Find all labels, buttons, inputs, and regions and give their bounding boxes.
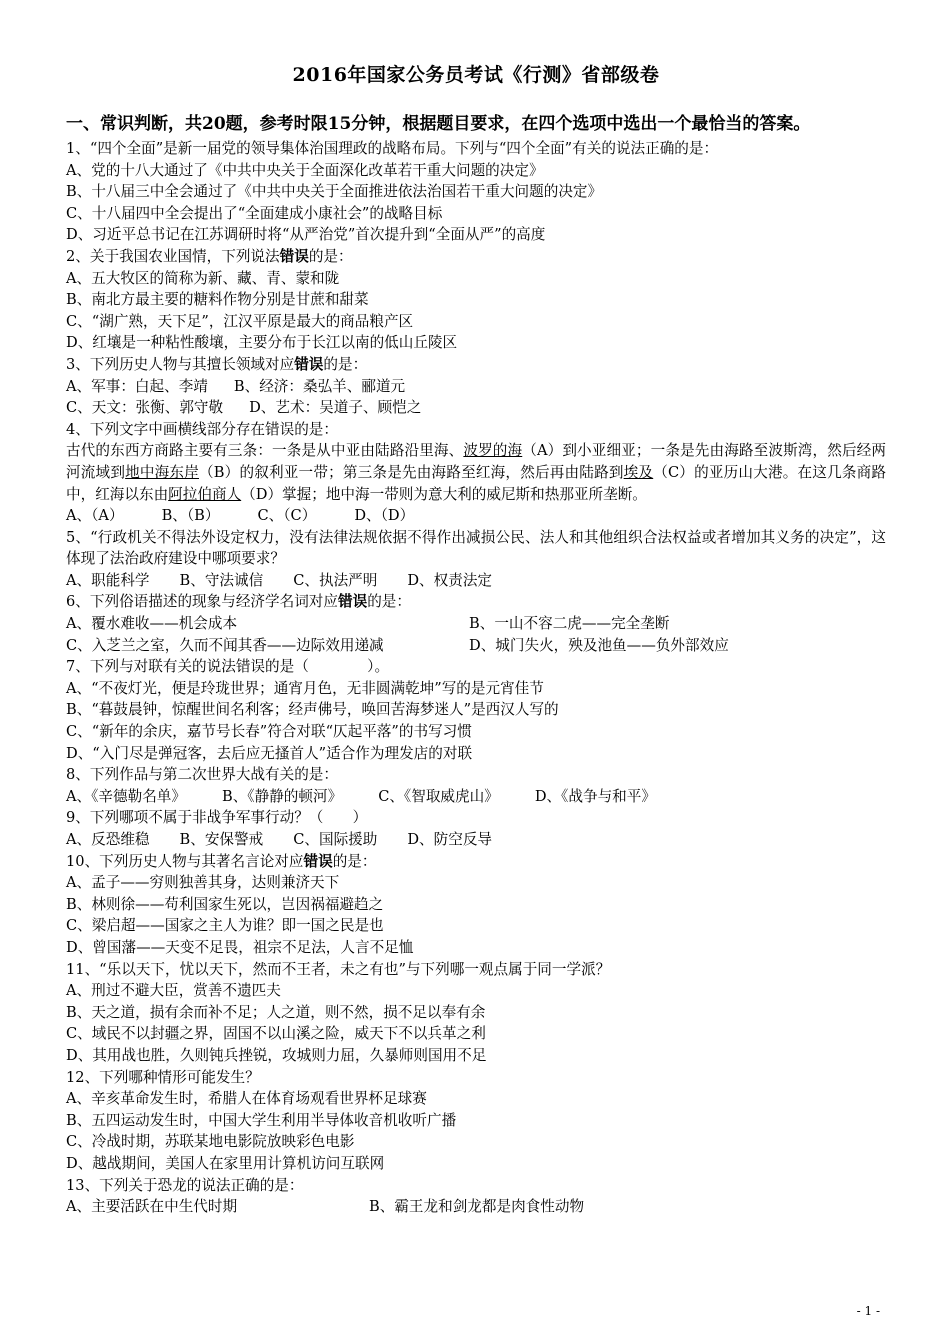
question-5-options [66,570,886,592]
question-1-option-a: A、党的十八大通过了《中共中央关于全面深化改革若干重大问题的决定》 [66,161,544,179]
question-10-stem [66,851,886,873]
document-title: 2016年国家公务员考试《行测》省部级卷 [292,64,660,86]
question-2-emphasis: 错误 [279,247,309,265]
question-6-emphasis: 错误 [337,593,368,611]
underlined-term-c: 埃及 [623,463,654,481]
question-3-emphasis: 错误 [294,355,324,373]
question-6-option-c: C、入芝兰之室，久而不闻其香——边际效用递减 [66,636,384,654]
question-13-option-a: A、主要活跃在中生代时期 [66,1198,238,1216]
question-7-option-c: C、“新年的余庆，嘉节号长春”符合对联“仄起平落”的书写习惯 [66,723,472,741]
question-8-stem: 8、下列作品与第二次世界大战有关的是： [66,766,338,784]
question-6-options-ab [66,613,886,635]
question-4-stem: 4、下列文字中画横线部分存在错误的是： [66,420,338,438]
question-2-option-a: A、五大牧区的简称为新、藏、青、蒙和陇 [66,269,340,287]
question-8-option-b: B、《静静的顿河》 [222,787,343,805]
question-11-option-c: C、域民不以封疆之界，固国不以山溪之险，威天下不以兵革之利 [66,1025,486,1043]
underlined-term-b: 地中海东岸 [125,463,199,481]
question-11-option-d: D、其用战也胜，久则钝兵挫锐，攻城则力屈，久暴师则国用不足 [66,1046,487,1064]
question-2-stem [66,246,886,268]
question-1-option-b: B、十八届三中全会通过了《中共中央关于全面推进依法治国若干重大问题的决定》 [66,183,603,201]
question-4-option-c: C、（C） [257,507,317,525]
passage-text: （C）的亚历山大港。在这几条商路中，红海以东由 [66,463,886,503]
question-10-option-b: B、林则徐——苟利国家生死以，岂因祸福避趋之 [66,895,384,913]
underlined-term-d: 阿拉伯商人 [168,485,242,503]
passage-text: （D）掌握；地中海一带则为意大利的威尼斯和热那亚所垄断。 [241,485,647,503]
underlined-term-a: 波罗的海 [463,442,523,460]
question-3-option-a: A、军事：白起、李靖 [66,377,208,395]
question-3-options-cd [66,397,886,419]
page-number: - 1 - [856,1304,880,1318]
question-4-option-d: D、（D） [354,507,415,525]
question-11-option-a: A、刑过不避大臣，赏善不遗匹夫 [66,982,281,1000]
section-heading: 一、常识判断，共20题，参考时限15分钟，根据题目要求，在四个选项中选出一个最恰当的答案。 [66,114,811,134]
question-2-option-c: C、“湖广熟，天下足”，江汉平原是最大的商品粮产区 [66,312,414,330]
question-13-stem: 13、下列关于恐龙的说法正确的是： [66,1176,304,1194]
question-7-stem: 7、下列与对联有关的说法错误的是（ ）。 [66,658,390,676]
question-4-options [66,505,886,527]
question-12-option-b: B、五四运动发生时，中国大学生利用半导体收音机收听广播 [66,1111,457,1129]
question-8-option-d: D、《战争与和平》 [534,787,656,805]
question-8-option-a: A、《辛德勒名单》 [66,787,186,805]
question-10-stem-end: 的是： [332,852,377,870]
question-2-option-d: D、红壤是一种粘性酸壤，主要分布于长江以南的低山丘陵区 [66,334,458,352]
question-1-option-d: D、习近平总书记在江苏调研时将“从严治党”首次提升到“全面从严”的高度 [66,226,546,244]
question-12-option-d: D、越战期间，美国人在家里用计算机访问互联网 [66,1154,385,1172]
question-5-option-c: C、执法严明 [293,571,378,589]
question-10-option-d: D、曾国藩——天变不足畏，祖宗不足法，人言不足恤 [66,938,414,956]
question-4-passage [66,440,886,505]
question-4-option-b: B、（B） [161,507,220,525]
question-12-option-c: C、冷战时期，苏联某地电影院放映彩色电影 [66,1133,355,1151]
question-9-option-c: C、国际援助 [293,831,378,848]
question-7-option-d: D、“入门尽是弹冠客，去后应无搔首人”适合作为理发店的对联 [66,744,473,762]
question-3-option-c: C、天文：张衡、郭守敬 [66,399,224,417]
question-5-option-b: B、守法诚信 [179,571,264,589]
passage-text: （A）到小亚细亚；一条是先由海路至波斯湾，然后经两河流域到 [66,442,886,481]
question-5-option-a: A、职能科学 [66,571,150,589]
question-4-option-a: A、（A） [66,507,124,525]
question-10-option-a: A、孟子——穷则独善其身，达则兼济天下 [66,874,340,892]
question-13-options-ab [66,1196,886,1218]
question-2-option-b: B、南北方最主要的糖料作物分别是甘蔗和甜菜 [66,291,369,309]
question-6-stem [66,591,886,613]
question-6-options-cd [66,635,886,657]
passage-text: 古代的东西方商路主要有三条：一条是从中亚由陆路沿里海、 [66,442,464,460]
question-11-stem: 11、“乐以天下，忧以天下，然而不王者，未之有也”与下列哪一观点属于同一学派？ [66,960,611,978]
question-9-option-a: A、反恐维稳 [66,831,150,848]
question-8-option-c: C、《智取威虎山》 [378,787,499,805]
question-6-stem-end: 的是： [367,593,411,611]
question-10-emphasis: 错误 [303,852,333,870]
question-7-option-b: B、“暮鼓晨钟，惊醒世间名利客；经声佛号，唤回苦海梦迷人”是西汉人写的 [66,701,559,719]
question-9-options [66,829,886,851]
question-6-option-b: B、一山不容二虎——完全垄断 [469,615,670,633]
question-2-stem-end: 的是： [308,247,353,265]
question-11-option-b: B、天之道，损有余而补不足；人之道，则不然，损不足以奉有余 [66,1003,486,1021]
question-9-option-b: B、安保警戒 [179,831,264,848]
question-9-option-d: D、防空反导 [407,831,493,848]
question-7-option-a: A、“不夜灯光，便是玲珑世界；通宵月色，无非圆满乾坤”写的是元宵佳节 [66,679,544,697]
question-3-stem-end: 的是： [323,355,368,373]
question-6-stem-text: 6、下列俗语描述的现象与经济学名词对应 [66,593,338,611]
question-3-stem-text: 3、下列历史人物与其擅长领域对应 [66,355,295,373]
question-9-stem: 9、下列哪项不属于非战争军事行动？（ ） [66,809,368,827]
question-12-option-a: A、辛亥革命发生时，希腊人在体育场观看世界杯足球赛 [66,1090,427,1108]
question-13-option-b: B、霸王龙和剑龙都是肉食性动物 [369,1198,585,1216]
question-3-stem [66,354,886,376]
question-12-stem: 12、下列哪种情形可能发生？ [66,1068,260,1086]
question-5-stem: 5、“行政机关不得法外设定权力，没有法律法规依据不得作出减损公民、法人和其他组织合法权益或者增加其义务的决定”，这体现了法治政府建设中哪项要求？ [66,528,886,568]
passage-text: （B）的叙利亚一带；第三条是先由海路至红海，然后再由陆路到 [199,463,624,481]
document-page [66,60,886,1218]
question-8-options [66,786,886,808]
question-1-stem: 1、“四个全面”是新一届党的领导集体治国理政的战略布局。下列与“四个全面”有关的说法正确的是： [66,140,719,157]
question-6-option-a: A、覆水难收——机会成本 [66,615,238,633]
question-5-option-d: D、权责法定 [407,571,493,589]
question-3-option-b: B、经济：桑弘羊、郦道元 [233,377,406,395]
question-10-option-c: C、梁启超——国家之主人为谁？即一国之民是也 [66,917,384,935]
question-3-option-d: D、艺术：吴道子、顾恺之 [249,399,422,417]
question-10-stem-text: 10、下列历史人物与其著名言论对应 [66,852,304,870]
question-6-option-d: D、城门失火，殃及池鱼——负外部效应 [469,636,729,654]
question-1-option-c: C、十八届四中全会提出了“全面建成小康社会”的战略目标 [66,204,443,222]
question-3-options-ab [66,376,886,398]
question-2-stem-text: 2、关于我国农业国情，下列说法 [66,247,280,265]
